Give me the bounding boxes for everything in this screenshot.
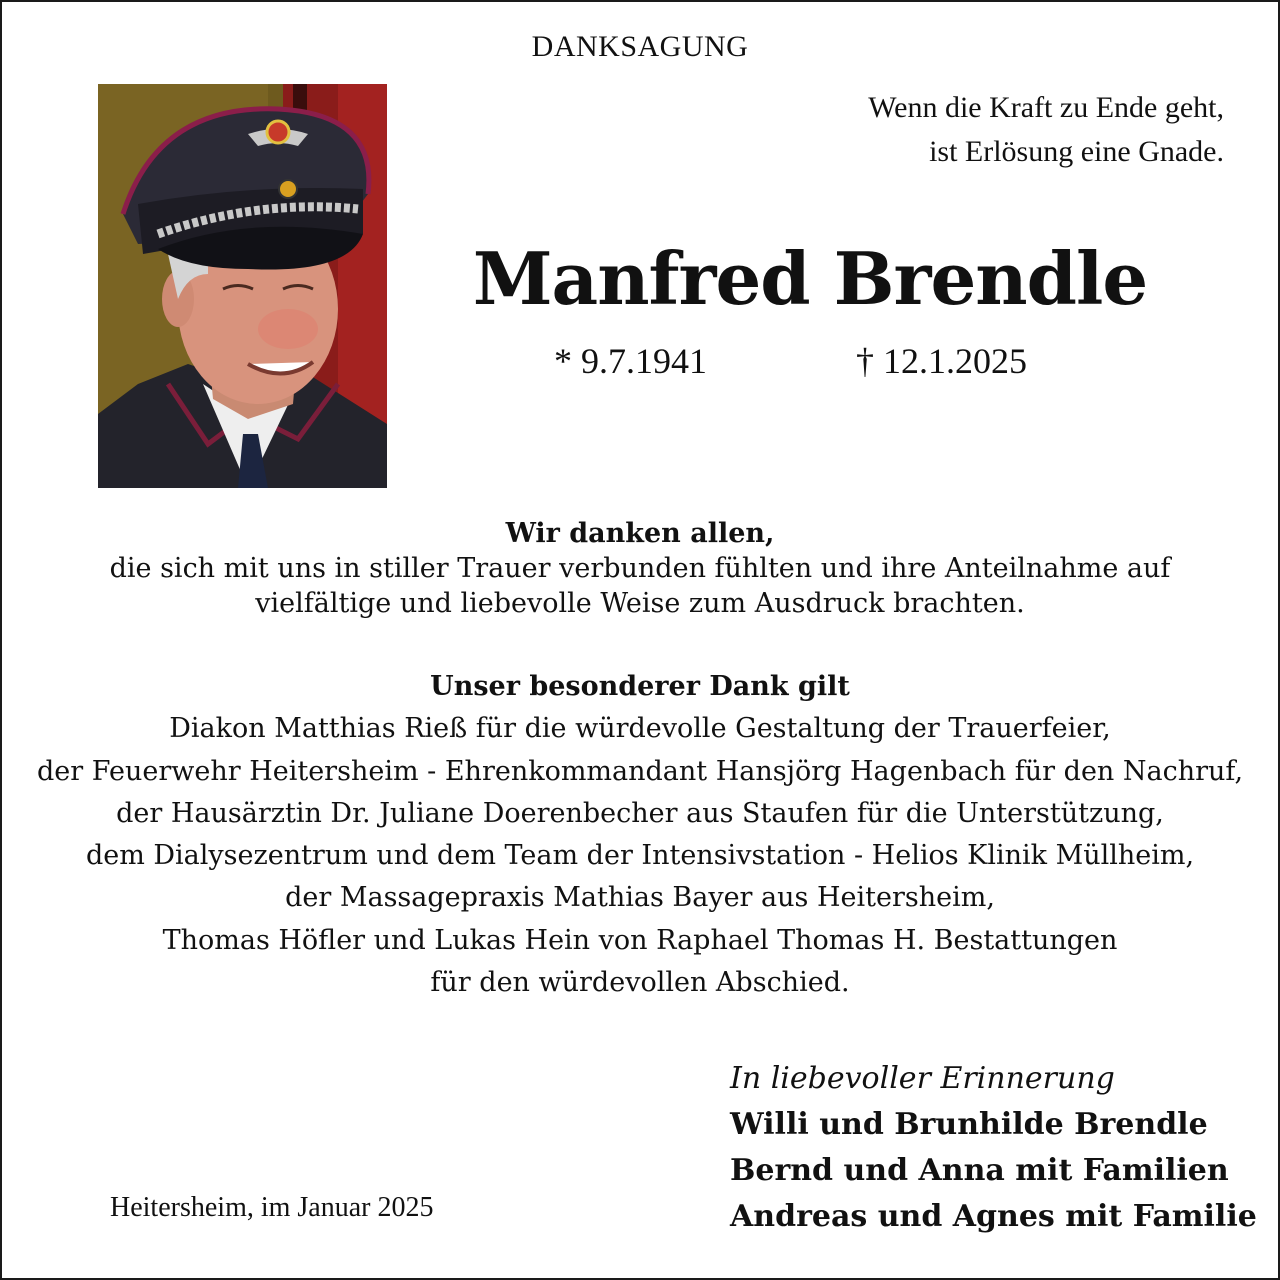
special-thanks-line: Diakon Matthias Rieß für die würdevolle Gestaltung der Trauerfeier,	[169, 713, 1111, 745]
place-date: Heitersheim, im Januar 2025	[110, 1192, 434, 1223]
quote-line-1: Wenn die Kraft zu Ende geht,	[868, 91, 1224, 124]
signoff-intro: In liebevoller Erinnerung	[730, 1061, 1115, 1096]
special-thanks-line: der Massagepraxis Mathias Bayer aus Heitersheim,	[285, 882, 995, 914]
signoff	[730, 1056, 1257, 1240]
notice-heading: DANKSAGUNG	[531, 30, 749, 63]
special-thanks-line: der Feuerwehr Heitersheim - Ehrenkommandant Hansjörg Hagenbach für den Nachruf,	[36, 755, 1244, 787]
thanks-block	[40, 516, 1240, 621]
family-name: Bernd und Anna mit Familien	[730, 1153, 1229, 1188]
quote	[868, 86, 1224, 174]
thanks-title: Wir danken allen,	[505, 518, 775, 549]
deceased-name: Manfred Brendle	[472, 236, 1148, 321]
quote-line-2: ist Erlösung eine Gnade.	[929, 135, 1224, 168]
death-date: † 12.1.2025	[856, 341, 1027, 381]
thanks-line: vielfältige und liebevolle Weise zum Ausdruck brachten.	[255, 588, 1025, 619]
special-thanks-line: der Hausärztin Dr. Juliane Doerenbecher aus Staufen für die Unterstützung,	[116, 797, 1164, 829]
family-name: Andreas und Agnes mit Familie	[730, 1199, 1257, 1234]
birth-date: * 9.7.1941	[554, 341, 707, 381]
special-thanks-block	[20, 666, 1260, 1004]
portrait-photo	[98, 84, 387, 488]
special-thanks-line: dem Dialysezentrum und dem Team der Intensivstation - Helios Klinik Müllheim,	[85, 840, 1195, 872]
special-thanks-title: Unser besonderer Dank gilt	[430, 671, 850, 702]
special-thanks-line: für den würdevollen Abschied.	[430, 967, 850, 999]
family-name: Willi und Brunhilde Brendle	[730, 1107, 1208, 1142]
portrait-illustration	[98, 84, 387, 488]
thanks-line: die sich mit uns in stiller Trauer verbunden fühlten und ihre Anteilnahme auf	[109, 553, 1171, 584]
special-thanks-line: Thomas Höfler und Lukas Hein von Raphael Thomas H. Bestattungen	[162, 924, 1118, 956]
